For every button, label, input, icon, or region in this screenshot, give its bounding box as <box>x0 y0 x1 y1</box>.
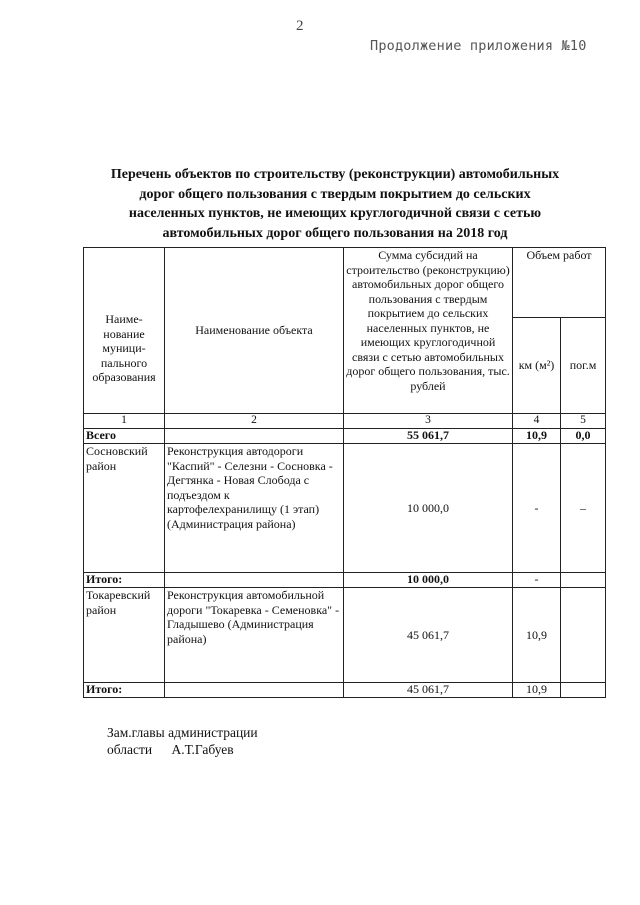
subtotal-row <box>84 683 606 698</box>
total-label: Всего <box>84 429 165 444</box>
signature-region: области <box>107 742 153 757</box>
row-sum: 10 000,0 <box>344 444 513 573</box>
header-volume: Объем работ <box>513 248 606 318</box>
column-numbers-row <box>84 414 606 429</box>
subtotal-object <box>165 683 344 698</box>
signature-line <box>107 741 258 758</box>
subtotal-sum: 45 061,7 <box>344 683 513 698</box>
subtotal-pm <box>561 573 606 588</box>
subtotal-km: 10,9 <box>513 683 561 698</box>
signature-name: А.Т.Габуев <box>171 742 234 757</box>
annex-note: Продолжение приложения №10 <box>370 38 587 54</box>
document-title <box>70 165 600 243</box>
subtotal-km: - <box>513 573 561 588</box>
col-number: 3 <box>344 414 513 429</box>
header-sum: Сумма субсидий на строительство (реконструкцию) автомобильных дорог общего пользования с твердым покрытием до сельских населенных пунктов, не имеющих круглогодичной связи с сетью автомобильных дорог общего пользования, тыс. рублей <box>344 248 513 414</box>
total-object <box>165 429 344 444</box>
row-sum: 45 061,7 <box>344 588 513 683</box>
objects-table <box>83 247 606 698</box>
table-row <box>84 588 606 683</box>
title-line: дорог общего пользования с твердым покрытием до сельских <box>139 186 531 202</box>
row-object: Реконструкция автодороги "Каспий" - Селезни - Сосновка - Дегтянка - Новая Слобода с подъездом к картофелехранилищу (1 этап) (Администрация района) <box>165 444 344 573</box>
header-km: км (м²) <box>513 318 561 414</box>
row-municipality: Сосновский район <box>84 444 165 573</box>
subtotal-label: Итого: <box>84 683 165 698</box>
header-row <box>84 248 606 318</box>
header-pm: пог.м <box>561 318 606 414</box>
page-number: 2 <box>296 18 304 34</box>
total-pm: 0,0 <box>561 429 606 444</box>
total-sum: 55 061,7 <box>344 429 513 444</box>
signature-position: Зам.главы администрации <box>107 725 258 740</box>
title-line: Перечень объектов по строительству (реконструкции) автомобильных <box>110 167 560 182</box>
subtotal-pm <box>561 683 606 698</box>
row-pm <box>561 588 606 683</box>
row-km: - <box>513 444 561 573</box>
col-number: 2 <box>165 414 344 429</box>
col-number: 4 <box>513 414 561 429</box>
total-row <box>84 429 606 444</box>
signature-block <box>107 724 258 758</box>
title-line: автомобильных дорог общего пользования на 2018 год <box>162 225 508 241</box>
title-line: населенных пунктов, не имеющих круглогодичной связи с сетью <box>128 206 542 221</box>
row-pm: – <box>561 444 606 573</box>
row-km: 10,9 <box>513 588 561 683</box>
col-number: 1 <box>84 414 165 429</box>
row-municipality: Токаревский район <box>84 588 165 683</box>
row-object: Реконструкция автомобильной дороги "Токаревка - Семеновка" - Гладышево (Администрация района) <box>165 588 344 683</box>
header-municipality: Наиме-нование муници-пального образования <box>84 248 165 414</box>
subtotal-label: Итого: <box>84 573 165 588</box>
table-row <box>84 444 606 573</box>
subtotal-object <box>165 573 344 588</box>
col-number: 5 <box>561 414 606 429</box>
header-object: Наименование объекта <box>165 248 344 414</box>
subtotal-sum: 10 000,0 <box>344 573 513 588</box>
subtotal-row <box>84 573 606 588</box>
total-km: 10,9 <box>513 429 561 444</box>
